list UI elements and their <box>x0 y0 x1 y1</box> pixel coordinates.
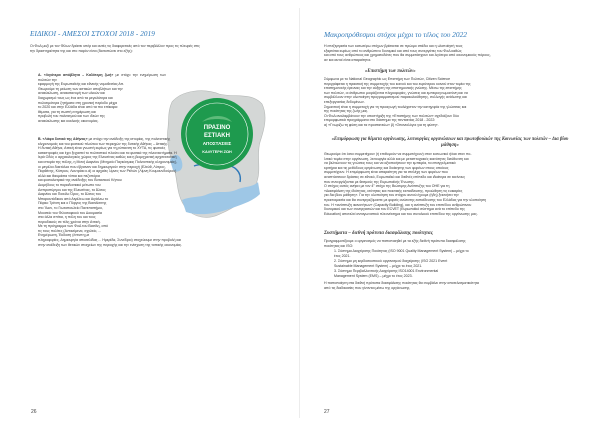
goal-b-title: Β. «Λάφα δυτικά της Αθήνας» <box>38 137 88 141</box>
iso-list-item-3: 3. Σύστημα Περιβαλλοντικής Διαχείρισης ISO14001 Environmental Management System (EMS) – μέχρι το έτος 2023. <box>334 269 439 278</box>
badge-line-1: ΠΡΑΣΙΝΟ <box>203 125 231 131</box>
right-intro-paragraph: Η επεξεργασία των κατωτέρω στόχων βρίσκεται σε πρώιμο στάδιο και η υλοποίησή τους εξαρτάται κυρίως από το ανθρώπινο δυναμικό και από τους συνεργάτες του ΦοΔ καθώς και από τους ανθρώπους και χρηματοδότες που θα συμμετάσχουν και λιγότερο από οικονομικούς πόρους, αν και αυτοί είναι απαραίτητοι. <box>324 44 491 62</box>
goal-a-text: με στόχο την ενημέρωση των πολιτών την εφαρμογή της Ευρωπαϊκής και εθνικής νομοθεσίας Απ. Θεωρούμε τη μείωση των αστικών αποβλήτων και την ανακύκλωση, ανακατανομή των υλικών και διαχωρισμό τους ως ένα από τα μεγαλύτερα και πολυτιμότερα ζητήματα στη χρονική περίοδο μέχρι το 2020 και στην Ελλάδα είναι από τα πιο επίκαιρα θέματα, για τη σωστή ενημέρωση και προβολή του πολιτισμού και των ιδεών της ανακύκλωσης και κυκλικής οικονομίας. <box>38 73 166 123</box>
quality-systems-subheading: Συστήματα – διεθνή πρότυπα διασφάλισης ποιότητας <box>324 231 433 236</box>
badge-line-2: ΕΣΤΙΑΚΗ <box>204 133 230 139</box>
goal-a-paragraph <box>38 73 166 124</box>
goal-b-paragraph <box>38 137 276 247</box>
lifelong-learning-paragraph: Θεωρούμε ότι όσοι συμμετέχουν (ή επιθυμούν να συμμετέχουν) στον κοινωνικό ή/και στον πο- λιτικό τομέα στην οργάνωση, λειτουργία αλλά και με μεταπτυχιακές ικανότητες διεύθυνση και να βελτιώνουν τις γνώσεις τους και να αξιοποιήσουν την εμπειρία, τα επαγγελματικά κριτήρια και τις μεθόδους οργάνωσης και διοίκησης των φορέων στους οποίους συμμετέχουν. Η επιμόρφωση είναι απαραίτητη για τα στελέχη των φορέων που αναπτύσσουν δράσεις σε εθνικό, Ευρωπαϊκό και διεθνές επίπεδο και ιδιαίτερα σε εκείνους που συνεργάζονται με θεσμούς της Ευρωπαϊκής Ένωσης. Ο στόχος αυτός ανήκει με τον 4° στόχο της Βιώσιμης Ανάπτυξης του ΟΗΕ για τη «Διασφάλιση της ιδιότητας, ισότητας και ποιοτικής εκπαίδευσης, προώθηση τις ευκαιρίες για δια βίου μάθηση». Για την υλοποίηση του στόχου αυτού έχουμε (ήδη) ξεκινήσει την προετοιμασία και θα συνεργαζόμαστε με φορείς ανώτατης εκπαίδευσης του Ελλάδας για την υλοποίηση του. Η «ανάπτυξη ικανοτήτων» (Capacity Building), και η ανάπτυξη του επιπέδου ανθρώπινου δυναμικού και των συνεργασιών και του ECVET (Ευρωπαϊκό σύστημα ανά το επίπεδο της Education) αποτελεί ανταγωνιστικό πλεονέκτημα και του συνολικού επιπέδου της οργάνωσης μας. <box>324 152 487 216</box>
goal-b-text: με στόχο την ανάδειξη της ιστορίας, της πολιτιστικής κληρονομιάς και του φυσικού πλούτου των περιοχών της δυτικής Αθήνας – Αττικής. Η δυτική Αθήνα, Αττική είναι γνωστή κυρίως για τη ρύπανση το ΧΥΤΑ, τις φυσικές καταστροφές και έχει ξεχαστεί το πολιτιστικό πλούτο και τα φυσικά της πλεονεκτήματα. Η Ιερά Οδός ο αρχαιολογικός χώρος της Ελευσίνας καθώς και η βιομηχανική αρχιτεκτονική και ιστορία της πόλης, η Μονή Δαφνίου (Μνημείο Παγκόσμιας Πολιτιστικής κληρονομιάς), οι μεγάλοι δακτύλιοι που έβγαιναν και δημιουργούν στην περιοχή (Ελεύθ, Λύτρος, Παρθένης, Κύπρου, Λουτράκι κ.ά) οι αρχαίες λίμνες των Ρεϊτών (Λίμνη Κουμουνδούρου) αλλά και θαυμάσια τόπια και πεζοπόρια και φυσιολατρικά της ανάδειξης του Βοτανικού Κήπου Διομήδους το παραδοσιακό μέτωπο του Ασπροπύργου και της Ελευσίνας, το Άλσος Δαφνίου και Ποικίλο Όρος, το Άλσος του Μπαρουτάδικου από Αιγάλεω και Αιγάλεω το Πάρκο Τρίτση και ο Πύργος της Βασιλίσσης στο Ίλιον, το Γιωτοπουλείο Πανεπιστήμιο, Μουσείο του Φιλοσοφικού του Δοκιμασία στα άλλα σπίτια, η πόλη του και τους περιοδικούς σε τέλη χρόνια στην Αττική. Με τη πρόγραμμα των ΦοΔ του Βασίλη, από τις τους πολίτες (Αντικείμενα, σχολείο, ... Ενημέρωση, Έκδοση (έντυπη με πληροφορίες, Δημιουργία ιστοσελίδας ... Ημερίδα, Συνέδριο) στοχεύουμε στην προβολή και στην ανάδειξη των θετικών στοιχείων της περιοχής και την ενίσχυση της τοπικής οικονομίας. <box>38 137 183 247</box>
right-page-heading: Μακροπρόθεσμοι στόχοι μέχρι το τέλος του 2022 <box>324 30 467 39</box>
certification-paragraph: Η πιστοποίηση στα διεθνή πρότυπα διασφάλισης ποιότητας θα συμβάλει στην αποτελεσματικότητα από τις διαδικασίες που γίνονται μέσω της οργάνωσης. <box>324 281 479 290</box>
iso-list-item-1: 1. Σύστημα Διαχείρισης Ποιότητας (ISO 9001 Quality Management System) – μέχρι το έτος 2021. <box>334 249 469 258</box>
badge-line-3: ΑΠΟΣΤΑΣΕΙΣ <box>202 141 232 146</box>
iso-list-item-2: 2. Σύστημα μη κερδοσκοπικού οργανισμού διαχείρισης (ISO 2021 Event Sustainable Management System) – μέχρι το έτος 2021. <box>334 259 448 268</box>
lifelong-learning-subheading: «Επιμόρφωση για θέματα οργάνωσης, λειτουργίας οργανώσεων και πρωτοβουλιών της Κοινωνίας των πολιτών – Δια βίου μάθηση» <box>331 137 569 148</box>
left-page-heading: ΕΙΔΙΚΟΙ - ΑΜΕΣΟΙ ΣΤΟΧΟΙ 2018 - 2019 <box>30 30 155 38</box>
citizen-science-paragraph: Σύμφωνα με το National Geographic ως Επιστήμη των Πολιτών, Citizen Science περιγράφεται η πρακτική της συμμετοχής του κοινού και του ευρύτερου κοινού στον τομέα της επιστημονικής έρευνας και την αύξηση της επιστημονικής γνώσης. Μέσω της επιστήμης των πολιτών, οι άνθρωποι μοιράζονται πληροφορίες, γνώσεις και εμπειρογνωμοσύνη και να συμβάλλουν στην υλοποίηση προγραμματισμού παρακολούθησης, συλλογής ανάλυσης και επεξεργασίας δεδομένων. Σημαντική είναι η συμμετοχή για τη προαγωγή τουλάχιστον την κατηγορία της γλώσσας και της ποιότητας της ζωής μας. Οι ΦοΔ αναλαμβάνουν την υποστήριξη της «Επιστήμης των πολιτών» σχεδιάζουν δύο επιμορφωτικά προγράμματα στο διάστημα της πενταετίας 2018 - 2022: α) «Γνωρίζω τη φύση και τα προστατεύω» β) «Σπανιολόγοι για τη φύση». <box>324 77 471 127</box>
badge-line-4: ΚΑΛΥΤΕΡΗ ΖΩΗ <box>202 150 232 154</box>
right-page-number: 27 <box>324 409 330 415</box>
goal-a-title: Α. «Λιγότερα απόβλητα – Καλύτερη ζωή» <box>38 73 114 77</box>
left-page-number: 26 <box>31 409 37 415</box>
citizen-science-subheading: «Επιστήμη των πολιτών» <box>365 69 416 74</box>
left-intro-paragraph: Οι ΦοΔ μαζί με τον Φίλων δράσει υπέρ και αυτές τις διαφορετικές από τον περιβάλλον προς τις πλευρές στις την δραστηριότητα της και στο παρόν είναι (διατυπώνει στο εξής): <box>30 44 200 53</box>
right-page <box>300 0 600 424</box>
quality-systems-paragraph: Προγραμματίζουμε ο οργανισμός να πιστοποιηθεί με τα εξής διεθνή πρότυπα διασφάλισης ποιότητας και ISO: <box>324 239 466 248</box>
